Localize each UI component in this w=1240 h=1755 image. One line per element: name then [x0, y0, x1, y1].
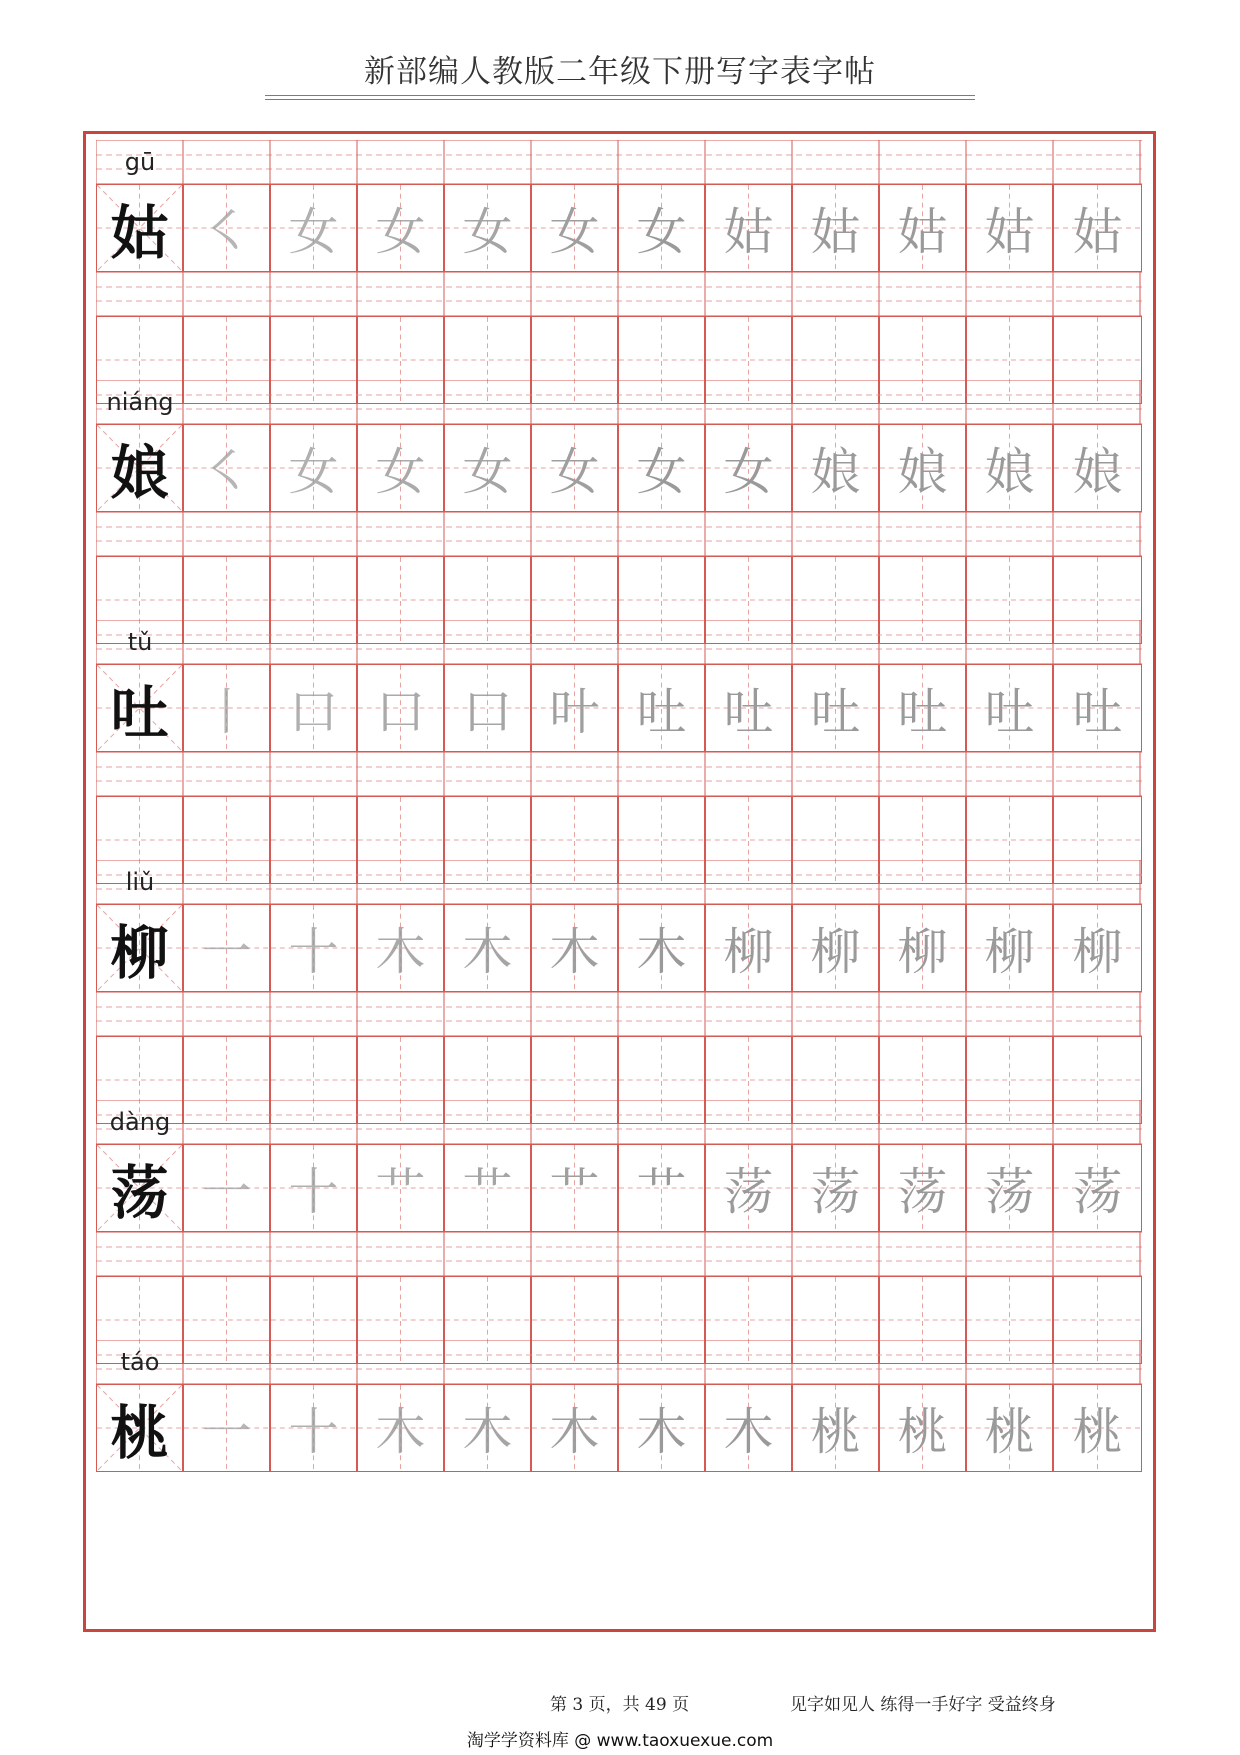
- model-row: [96, 904, 1142, 992]
- trace-cell: [357, 424, 444, 512]
- stroke-order-character: 柳: [984, 923, 1035, 981]
- trace-cell: [705, 424, 792, 512]
- model-char-cell: [96, 1384, 183, 1472]
- pinyin-label: tǔ: [127, 628, 153, 656]
- trace-cell: [444, 1144, 531, 1232]
- pinyin-band-lines: [96, 752, 1142, 796]
- stroke-order-character: ㇛: [201, 203, 252, 261]
- stroke-order-character: 吐: [810, 683, 861, 741]
- trace-cell: [705, 664, 792, 752]
- stroke-order-character: 娘: [810, 443, 861, 501]
- stroke-order-character: 木: [636, 923, 687, 981]
- trace-cell: [966, 1384, 1053, 1472]
- pinyin-label: liǔ: [125, 868, 155, 896]
- stroke-order-character: 十: [288, 1403, 339, 1461]
- stroke-order-character: 吐: [984, 683, 1035, 741]
- stroke-order-character: 木: [549, 923, 600, 981]
- pinyin-band-lines: [96, 1232, 1142, 1276]
- trace-cell: [705, 1384, 792, 1472]
- pinyin-label: niáng: [106, 388, 174, 416]
- trace-cell: [444, 664, 531, 752]
- pinyin-band: [96, 1100, 1142, 1144]
- pinyin-band-lines: [96, 860, 1142, 904]
- stroke-order-character: 女: [549, 443, 600, 501]
- trace-cell: [879, 184, 966, 272]
- trace-cell: [792, 1384, 879, 1472]
- stroke-order-character: 女: [288, 203, 339, 261]
- stroke-order-character: 口: [375, 683, 426, 741]
- pinyin-band: [96, 380, 1142, 424]
- trace-cell: [792, 184, 879, 272]
- stroke-order-character: 木: [549, 1403, 600, 1461]
- trace-cell: [618, 1144, 705, 1232]
- stroke-order-character: 娘: [897, 443, 948, 501]
- stroke-order-character: 木: [375, 1403, 426, 1461]
- title-underline-second: [265, 99, 975, 100]
- stroke-order-character: 艹: [375, 1163, 426, 1221]
- stroke-order-character: 口: [288, 683, 339, 741]
- trace-cell: [183, 1144, 270, 1232]
- trace-cell: [879, 904, 966, 992]
- stroke-order-character: 桃: [810, 1403, 861, 1461]
- stroke-order-character: 女: [375, 203, 426, 261]
- stroke-order-character: 一: [201, 1163, 252, 1221]
- trace-cell: [270, 664, 357, 752]
- pinyin-band-lines: [96, 1340, 1142, 1384]
- stroke-order-character: 娘: [984, 443, 1035, 501]
- trace-cell: [618, 184, 705, 272]
- trace-cell: [618, 424, 705, 512]
- stroke-order-character: 姑: [723, 203, 774, 261]
- stroke-order-character: 女: [375, 443, 426, 501]
- trace-cell: [531, 904, 618, 992]
- stroke-order-character: 木: [723, 1403, 774, 1461]
- trace-cell: [1053, 184, 1142, 272]
- trace-cell: [270, 424, 357, 512]
- trace-cell: [1053, 904, 1142, 992]
- trace-cell: [618, 1384, 705, 1472]
- pinyin-band: [96, 860, 1142, 904]
- trace-cell: [183, 664, 270, 752]
- pinyin-band-lines: [96, 272, 1142, 316]
- pinyin-band-lines: [96, 512, 1142, 556]
- character-block: [96, 620, 1142, 860]
- stroke-order-character: 十: [288, 1163, 339, 1221]
- trace-cell: [270, 184, 357, 272]
- trace-cell: [183, 1384, 270, 1472]
- stroke-order-character: 姑: [984, 203, 1035, 261]
- trace-cell: [444, 1384, 531, 1472]
- stroke-order-character: 女: [462, 203, 513, 261]
- model-character: 柳: [110, 919, 169, 987]
- pinyin-band-lines: [96, 140, 1142, 184]
- trace-cell: [792, 664, 879, 752]
- trace-cell: [1053, 1384, 1142, 1472]
- trace-cell: [966, 1144, 1053, 1232]
- character-block: [96, 1340, 1142, 1536]
- trace-cell: [966, 424, 1053, 512]
- pinyin-band-lines: [96, 380, 1142, 424]
- model-character: 娘: [110, 439, 169, 507]
- trace-cell: [792, 1144, 879, 1232]
- stroke-order-character: 女: [636, 203, 687, 261]
- stroke-order-character: 艹: [636, 1163, 687, 1221]
- trace-cell: [531, 184, 618, 272]
- model-character: 吐: [110, 679, 169, 747]
- pinyin-label: gū: [124, 148, 156, 176]
- trace-cell: [1053, 664, 1142, 752]
- character-block: [96, 140, 1142, 380]
- stroke-order-character: 口: [462, 683, 513, 741]
- stroke-order-character: 木: [462, 1403, 513, 1461]
- trace-cell: [879, 1144, 966, 1232]
- stroke-order-character: 丨: [201, 683, 252, 741]
- stroke-order-character: 一: [201, 923, 252, 981]
- stroke-order-character: 艹: [549, 1163, 600, 1221]
- trace-cell: [618, 664, 705, 752]
- model-char-cell: [96, 664, 183, 752]
- trace-cell: [879, 664, 966, 752]
- pinyin-label: dàng: [109, 1108, 171, 1136]
- model-char-cell: [96, 1144, 183, 1232]
- page-title: 新部编人教版二年级下册写字表字帖: [364, 54, 876, 90]
- blank-pinyin-band: [96, 1232, 1142, 1276]
- blank-pinyin-band: [96, 752, 1142, 796]
- model-row: [96, 1384, 1142, 1472]
- trace-cell: [270, 904, 357, 992]
- trace-cell: [705, 184, 792, 272]
- blank-pinyin-band: [96, 512, 1142, 556]
- pinyin-band: [96, 620, 1142, 664]
- model-row: [96, 664, 1142, 752]
- stroke-order-character: 吐: [723, 683, 774, 741]
- trace-cell: [792, 424, 879, 512]
- model-row: [96, 424, 1142, 512]
- stroke-order-character: 女: [549, 203, 600, 261]
- trace-cell: [531, 664, 618, 752]
- stroke-order-character: 桃: [984, 1403, 1035, 1461]
- model-row: [96, 184, 1142, 272]
- footer-motto: 见字如见人 练得一手好字 受益终身: [790, 1695, 1056, 1715]
- stroke-order-character: 荡: [897, 1163, 948, 1221]
- pinyin-band-lines: [96, 1100, 1142, 1144]
- trace-cell: [966, 184, 1053, 272]
- stroke-order-character: 柳: [723, 923, 774, 981]
- trace-cell: [444, 184, 531, 272]
- stroke-order-character: 女: [723, 443, 774, 501]
- trace-cell: [444, 904, 531, 992]
- stroke-order-character: 吐: [897, 683, 948, 741]
- trace-cell: [357, 1144, 444, 1232]
- stroke-order-character: ㇛: [201, 443, 252, 501]
- stroke-order-character: 木: [636, 1403, 687, 1461]
- pinyin-band-lines: [96, 620, 1142, 664]
- stroke-order-character: 女: [462, 443, 513, 501]
- stroke-order-character: 姑: [1072, 203, 1123, 261]
- trace-cell: [183, 904, 270, 992]
- model-character: 荡: [110, 1159, 169, 1227]
- stroke-order-character: 荡: [984, 1163, 1035, 1221]
- stroke-order-character: 荡: [723, 1163, 774, 1221]
- stroke-order-character: 一: [201, 1403, 252, 1461]
- stroke-order-character: 木: [375, 923, 426, 981]
- character-block: [96, 1100, 1142, 1340]
- trace-cell: [357, 1384, 444, 1472]
- pinyin-band: [96, 140, 1142, 184]
- stroke-order-character: 女: [636, 443, 687, 501]
- trace-cell: [879, 1384, 966, 1472]
- stroke-order-character: 艹: [462, 1163, 513, 1221]
- model-character: 姑: [110, 199, 169, 267]
- stroke-order-character: 十: [288, 923, 339, 981]
- trace-cell: [966, 664, 1053, 752]
- stroke-order-character: 桃: [897, 1403, 948, 1461]
- character-block: [96, 380, 1142, 620]
- stroke-order-character: 桃: [1072, 1403, 1123, 1461]
- trace-cell: [1053, 1144, 1142, 1232]
- model-char-cell: [96, 184, 183, 272]
- trace-cell: [357, 184, 444, 272]
- blank-pinyin-band: [96, 272, 1142, 316]
- trace-cell: [705, 1144, 792, 1232]
- trace-cell: [270, 1144, 357, 1232]
- model-char-cell: [96, 904, 183, 992]
- trace-cell: [270, 1384, 357, 1472]
- stroke-order-character: 姑: [810, 203, 861, 261]
- trace-cell: [966, 904, 1053, 992]
- footer-site-link[interactable]: 淘学学资料库 @ www.taoxuexue.com: [466, 1731, 774, 1751]
- trace-cell: [705, 904, 792, 992]
- stroke-order-character: 荡: [810, 1163, 861, 1221]
- model-char-cell: [96, 424, 183, 512]
- stroke-order-character: 娘: [1072, 443, 1123, 501]
- title-underline: [265, 95, 975, 96]
- pinyin-band: [96, 1340, 1142, 1384]
- trace-cell: [1053, 424, 1142, 512]
- trace-cell: [357, 904, 444, 992]
- trace-cell: [792, 904, 879, 992]
- stroke-order-character: 柳: [810, 923, 861, 981]
- stroke-order-character: 柳: [897, 923, 948, 981]
- pinyin-label: táo: [120, 1348, 160, 1376]
- stroke-order-character: 吐: [1072, 683, 1123, 741]
- trace-cell: [183, 424, 270, 512]
- trace-cell: [357, 664, 444, 752]
- trace-cell: [531, 1144, 618, 1232]
- trace-cell: [531, 1384, 618, 1472]
- trace-cell: [444, 424, 531, 512]
- stroke-order-character: 姑: [897, 203, 948, 261]
- stroke-order-character: 吐: [636, 683, 687, 741]
- stroke-order-character: 荡: [1072, 1163, 1123, 1221]
- trace-cell: [879, 424, 966, 512]
- blank-pinyin-band: [96, 992, 1142, 1036]
- trace-cell: [183, 184, 270, 272]
- character-block: [96, 860, 1142, 1100]
- page-number: 第 3 页，共 49 页: [550, 1695, 690, 1715]
- stroke-order-character: 柳: [1072, 923, 1123, 981]
- model-row: [96, 1144, 1142, 1232]
- model-character: 桃: [110, 1399, 169, 1467]
- stroke-order-character: 叶: [549, 683, 600, 741]
- trace-cell: [531, 424, 618, 512]
- stroke-order-character: 木: [462, 923, 513, 981]
- trace-cell: [618, 904, 705, 992]
- pinyin-band-lines: [96, 992, 1142, 1036]
- stroke-order-character: 女: [288, 443, 339, 501]
